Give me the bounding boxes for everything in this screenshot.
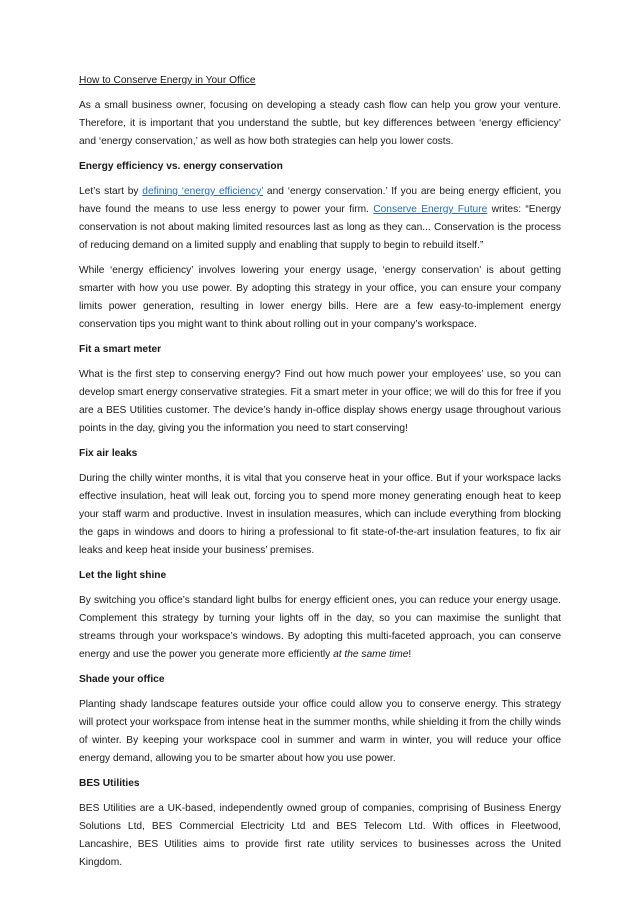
text-segment: ! (408, 649, 412, 660)
paragraph-bes-utilities: BES Utilities are a UK-based, independently owned group of companies, comprising of Business Energy Solutions Ltd, BES Commercial Electricity Ltd and BES Telecom Ltd. With offices in Fleetwood, Lancashire, BES Utilities aims to provide first rate utility services to businesses across the United Kingdom. (79, 803, 561, 868)
paragraph-smart-meter: What is the first step to conserving energy? Find out how much power your employees’ use, so you can develop smart energy conservative strategies. Fit a smart meter in your office; we will do this for free if you are a BES Utilities customer. The device’s handy in-office display shows energy usage throughout various points in the day, giving you the information you need to start conserving! (79, 369, 561, 434)
heading-smart-meter: Fit a smart meter (79, 344, 162, 355)
paragraph-shade: Planting shady landscape features outside your office could allow you to conserve energy. This strategy will protect your workspace from intense heat in the summer months, while shielding it from the chilly winds of winter. By keeping your workspace cool in summer and warm in winter, you will reduce your office energy demand, allowing you to be smarter about how you use power. (79, 699, 561, 764)
heading-shade: Shade your office (79, 674, 165, 685)
heading-air-leaks: Fix air leaks (79, 448, 138, 459)
heading-bes-utilities: BES Utilities (79, 778, 140, 789)
text-segment: Let’s start by (79, 186, 143, 197)
intro-paragraph: As a small business owner, focusing on developing a steady cash flow can help you grow your venture. Therefore, it is important that you understand the subtle, but key differences between ‘energy efficiency’ and ‘energy conservation,’ as well as how both strategies can help you lower costs. (79, 100, 561, 147)
text-segment: writes: “Energy conservation is not about making limited resources last as long as they can... Conservation is the process of reducing demand on a limited supply and enabling that supply to begin to rebuild itself.” (79, 204, 562, 251)
conserve-energy-future-link[interactable]: Conserve Energy Future (373, 204, 488, 215)
heading-light: Let the light shine (79, 570, 167, 581)
document-title: How to Conserve Energy in Your Office (79, 75, 256, 86)
heading-efficiency-vs-conservation: Energy efficiency vs. energy conservation (79, 161, 283, 172)
paragraph-efficiency-definition (79, 183, 561, 255)
text-segment: By switching you office’s standard light bulbs for energy efficient ones, you can reduce your energy usage. Complement this strategy by turning your lights off in the day, so you can maximise the sunlight that streams through your workspace’s windows. By adopting this multi-faceted approach, you can conserve energy and use the power you generate more efficiently (79, 595, 561, 660)
paragraph-efficiency-vs-conservation: While ‘energy efficiency’ involves lowering your energy usage, ‘energy conservation’ is about getting smarter with how you use power. By adopting this strategy in your office, you can ensure your company limits power generation, resulting in lower energy bills. Here are a few easy-to-implement energy conservation tips you might want to think about rolling out in your company’s workspace. (79, 265, 561, 330)
document-page (79, 72, 561, 879)
paragraph-light (79, 592, 561, 664)
defining-energy-efficiency-link[interactable]: defining ‘energy efficiency’ (142, 186, 264, 197)
emphasis-text: at the same time (333, 649, 409, 660)
text-segment: and ‘energy conservation.’ If you are being energy efficient, you have found the means to use less energy to power your firm. (79, 186, 561, 215)
paragraph-air-leaks: During the chilly winter months, it is vital that you conserve heat in your office. But if your workspace lacks effective insulation, heat will leak out, forcing you to spend more money generating enough heat to keep your staff warm and productive. Invest in insulation measures, which can include everything from blocking the gaps in windows and doors to hiring a professional to fit state-of-the-art insulation features, to fix air leaks and keep heat inside your business’ premises. (79, 473, 561, 556)
